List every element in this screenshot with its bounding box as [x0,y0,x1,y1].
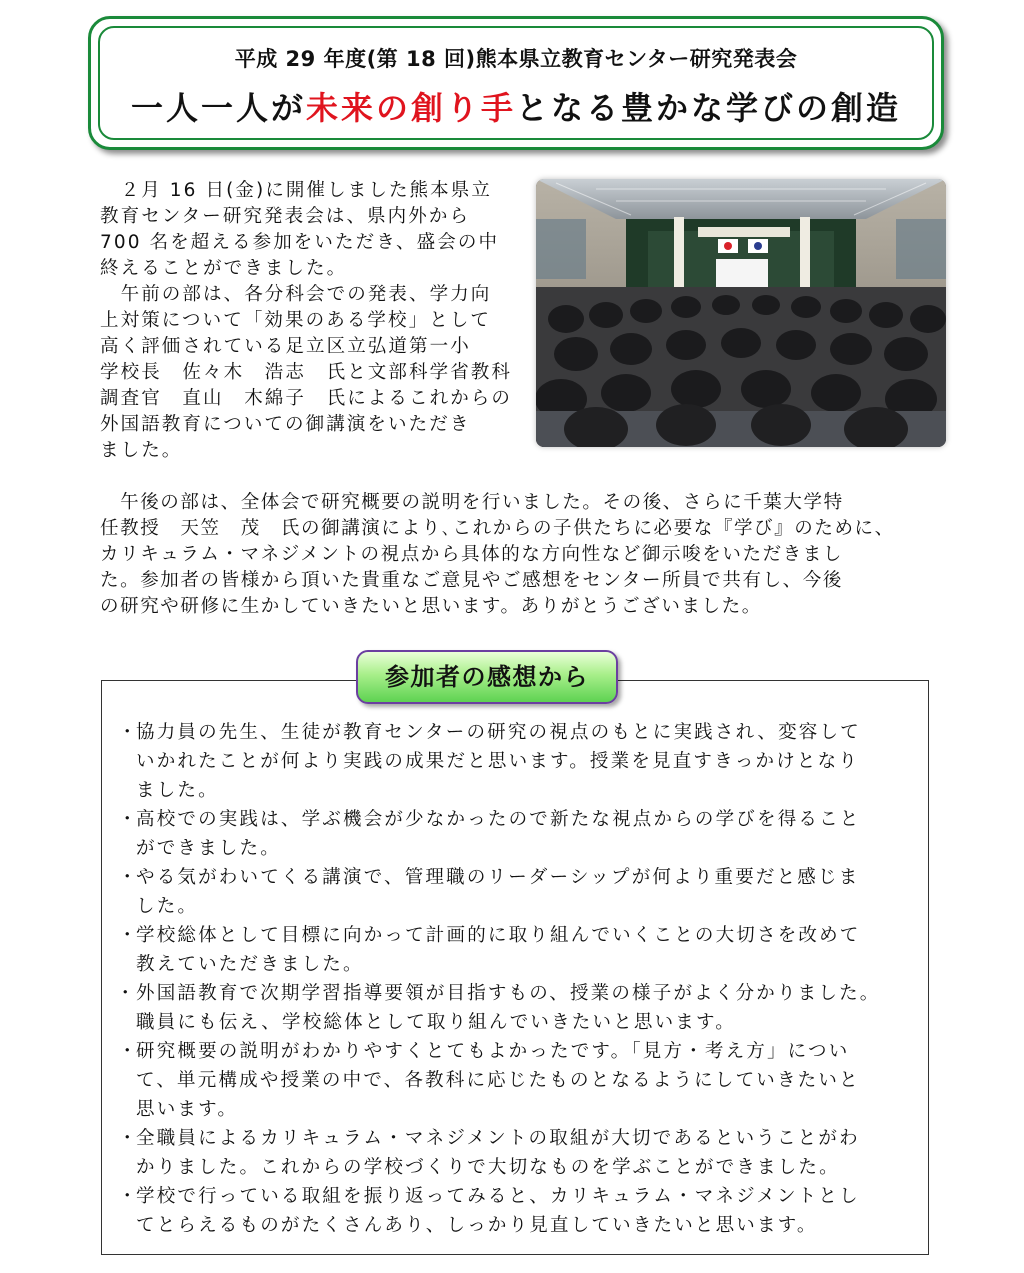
feedback-item [118,1182,918,1240]
feedback-item [118,1037,918,1124]
feedback-item [118,979,918,1037]
intro-line: 教育センター研究発表会は、県内外から [100,206,471,227]
intro-paragraph [100,178,520,464]
feedback-item [118,718,918,805]
feedback-line: 全職員によるカリキュラム・マネジメントの取組が大切であるということがわ [136,1128,860,1149]
feedback-item [118,863,918,921]
conference-hall-illustration [536,179,946,447]
afternoon-paragraph [100,490,930,620]
afternoon-line: 午後の部は、全体会で研究概要の説明を行いました。その後、さらに千葉大学特 [100,492,844,513]
intro-line: 終えることができました。 [100,258,348,279]
event-subtitle: 平成 29 年度(第 18 回)熊本県立教育センター研究発表会 [234,47,798,71]
feedback-line: かりました。これからの学校づくりで大切なものを学ぶことができました。 [136,1157,840,1178]
title-box [88,16,944,150]
title-highlight: 未来の創り手 [305,89,516,127]
intro-line: ２月 16 日(金)に開催しました熊本県立 [100,180,492,201]
bullet-mark: ・ [118,867,139,888]
intro-line: 調査官 直山 木綿子 氏によるこれからの [100,388,513,409]
afternoon-line: の研究や研修に生かしていきたいと思います。ありがとうございました。 [100,596,762,617]
bullet-mark: ・ [118,1186,139,1207]
event-title [91,83,941,129]
intro-line: 上対策について「効果のある学校」として [100,310,492,331]
feedback-line: 教えていただきました。 [136,954,364,975]
bullet-mark: ・ [118,809,139,830]
feedback-line: てとらえるものがたくさんあり、しっかり見直していきたいと思います。 [136,1215,818,1236]
feedback-line: 高校での実践は、学ぶ機会が少なかったので新たな視点からの学びを得ること [136,809,861,830]
intro-line: 700 名を超える参加をいただき、盛会の中 [100,232,500,253]
feedback-line: て、単元構成や授業の中で、各教科に応じたものとなるようにしていきたいと [136,1070,860,1091]
feedback-line: やる気がわいてくる講演で、管理職のリーダーシップが何より重要だと感じま [136,867,860,888]
feedback-line: 学校総体として目標に向かって計画的に取り組んでいくことの大切さを改めて [136,925,861,946]
title-part1: 一人一人が [130,89,306,127]
bullet-mark: ・ [116,983,137,1004]
bullet-mark: ・ [118,722,139,743]
feedback-line: 協力員の先生、生徒が教育センターの研究の視点のもとに実践され、変容して [136,722,861,743]
feedback-line: 研究概要の説明がわかりやすくとてもよかったです。「見方・考え方」につい [136,1041,850,1062]
intro-line: 午前の部は、各分科会での発表、学力向 [100,284,492,305]
feedback-line: 学校で行っている取組を振り返ってみると、カリキュラム・マネジメントとし [136,1186,860,1207]
bullet-mark: ・ [118,925,139,946]
bullet-mark: ・ [118,1041,139,1062]
afternoon-line: カリキュラム・マネジメントの視点から具体的な方向性など御示唆をいただきまし [100,544,843,565]
feedback-line: ました。 [136,780,219,801]
feedback-heading: 参加者の感想から [356,650,618,704]
bullet-mark: ・ [118,1128,139,1149]
feedback-line: 思います。 [136,1099,239,1120]
conference-hall-photo [536,179,946,447]
feedback-line: した。 [136,896,199,917]
intro-line: 高く評価されている足立区立弘道第一小 [100,336,471,357]
feedback-item [118,921,918,979]
feedback-list [118,718,918,1240]
intro-line: 外国語教育についての御講演をいただき [100,414,471,435]
feedback-line: ができました。 [136,838,281,859]
feedback-line: いかれたことが何より実践の成果だと思います。授業を見直すきっかけとなり [136,751,860,772]
feedback-line: 職員にも伝え、学校総体として取り組んでいきたいと思います。 [136,1012,736,1033]
title-part2: となる豊かな学びの創造 [516,89,902,127]
feedback-item [118,805,918,863]
feedback-item [118,1124,918,1182]
intro-line: ました。 [100,440,183,461]
afternoon-line: た。参加者の皆様から頂いた貴重なご意見やご感想をセンター所員で共有し、今後 [100,570,843,591]
intro-line: 学校長 佐々木 浩志 氏と文部科学省教科 [100,362,513,383]
afternoon-line: 任教授 天笠 茂 氏の御講演により､これからの子供たちに必要な『学び』のために、 [100,518,895,539]
feedback-line: 外国語教育で次期学習指導要領が目指すもの、授業の様子がよく分かりました。 [136,983,881,1004]
